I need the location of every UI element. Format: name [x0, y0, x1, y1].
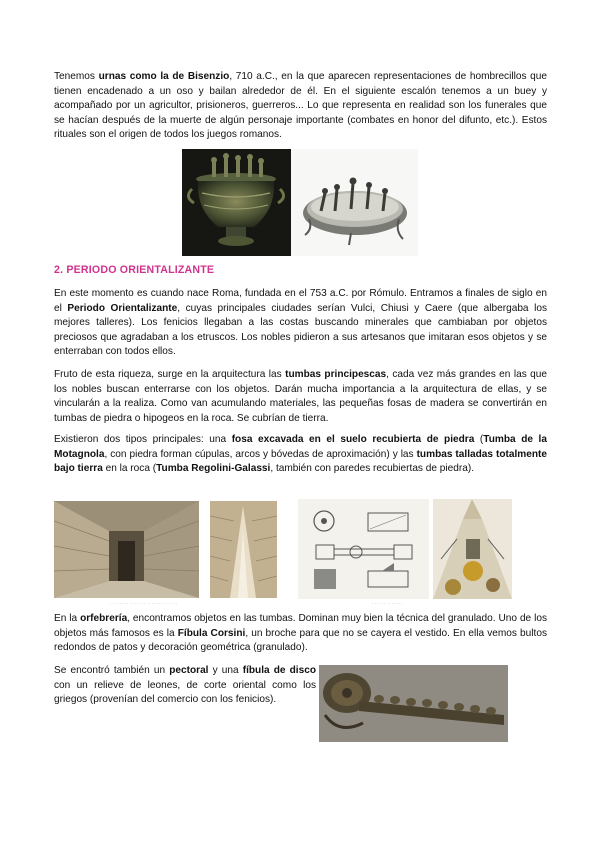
- fibula-disco-photo: [319, 665, 508, 742]
- paragraph-roma-orientalizante: En este momento es cuando nace Roma, fundada en el 753 a.C. por Rómulo. Entramos a finales de siglo en el Periodo Orientalizante, cuyas principales ciudades serían Vulci, Chiusi y Caere (que albergaba los mejores talleres). Los fenicios llegaban a las costas buscando minerales que cambiaban por objetos preciosos que agradaban a los etruscos. Los nobles pidieron a sus artesanos que imitaran esos objetos y se enterraban con todos ellos.: [54, 288, 547, 358]
- paragraph-bisenzio-urn: Tenemos urnas como la de Bisenzio, 710 a.C., en la que aparecen representaciones de hombrecillos que tienen encadenado a un oso y bailan alrededor de él. En el siguiente escalón tenemos a un buey y acompañado por un agricultor, prisioneros, guerreros... Lo que representa en realidad son los funerales que se hacían después de la muerte de algún personaje importante (combates en honor del difunto, etc.). Estos rituales son el origen de todos los juegos romanos.: [54, 71, 547, 141]
- paragraph-tipos-tumbas: Existieron dos tipos principales: una fosa excavada en el suelo recubierta de piedra (Tumba de la Motagnola, con piedra forman cúpulas, arcos y bóvedas de aproximación) y las tumbas talladas totalmente bajo tierra en la roca (Tumba Regolini-Galassi, también con paredes recubiertas de piedra).: [54, 434, 547, 475]
- corbelled-vault-photo: [210, 501, 277, 598]
- chamber-illustration: [433, 499, 512, 599]
- paragraph-orfebreria: En la orfebrería, encontramos objetos en las tumbas. Dominan muy bien la técnica del granulado. Uno de los objetos más famosos es la Fíbula Corsini, un broche para que no se cayera el vestido. En ella vemos bultos redondos de patos y decoración geométrica (granulado).: [54, 613, 548, 654]
- corridor-illustration: [54, 501, 199, 598]
- plan-illustration: [298, 499, 429, 599]
- paragraph-pectoral-fibula: Se encontró también un pectoral y una fíbula de disco con un relieve de leones, de corte oriental como los griegos (provenían del comercio con los fenicios).: [54, 665, 316, 706]
- photo-caption-left: · · · · · · · · · · · · · · · · · · · · · · · · · · · ·: [110, 601, 178, 606]
- bisenzio-urn-photo: [182, 149, 291, 256]
- tomb-corridor-photo: [54, 501, 199, 598]
- lid-illustration: [291, 149, 418, 256]
- vault-illustration: [210, 501, 277, 598]
- section-heading-orientalizante: 2. PERIODO ORIENTALIZANTE: [54, 264, 215, 276]
- tomb-chamber-drawing: [433, 499, 512, 599]
- paragraph-tumbas-principescas: Fruto de esta riqueza, surge en la arquitectura las tumbas principescas, cada vez más grandes en las que los nobles buscan enterrarse con los objetos. Darán mucha importancia a la arquitectura de ellas, y se vincularán a la realiza. Como van acumulando materiales, las pequeñas fosas de madera se convertirán en tumbas de piedra o hipogeos en la roca. Se cubrían de tierra.: [54, 369, 547, 424]
- tomb-plan-drawing: [298, 499, 429, 599]
- fibula-illustration: [319, 665, 508, 742]
- urn-illustration: [182, 149, 291, 256]
- urn-lid-drawing: [291, 149, 418, 256]
- photo-caption-right: · · · · · · · · · · · · ·: [372, 601, 403, 606]
